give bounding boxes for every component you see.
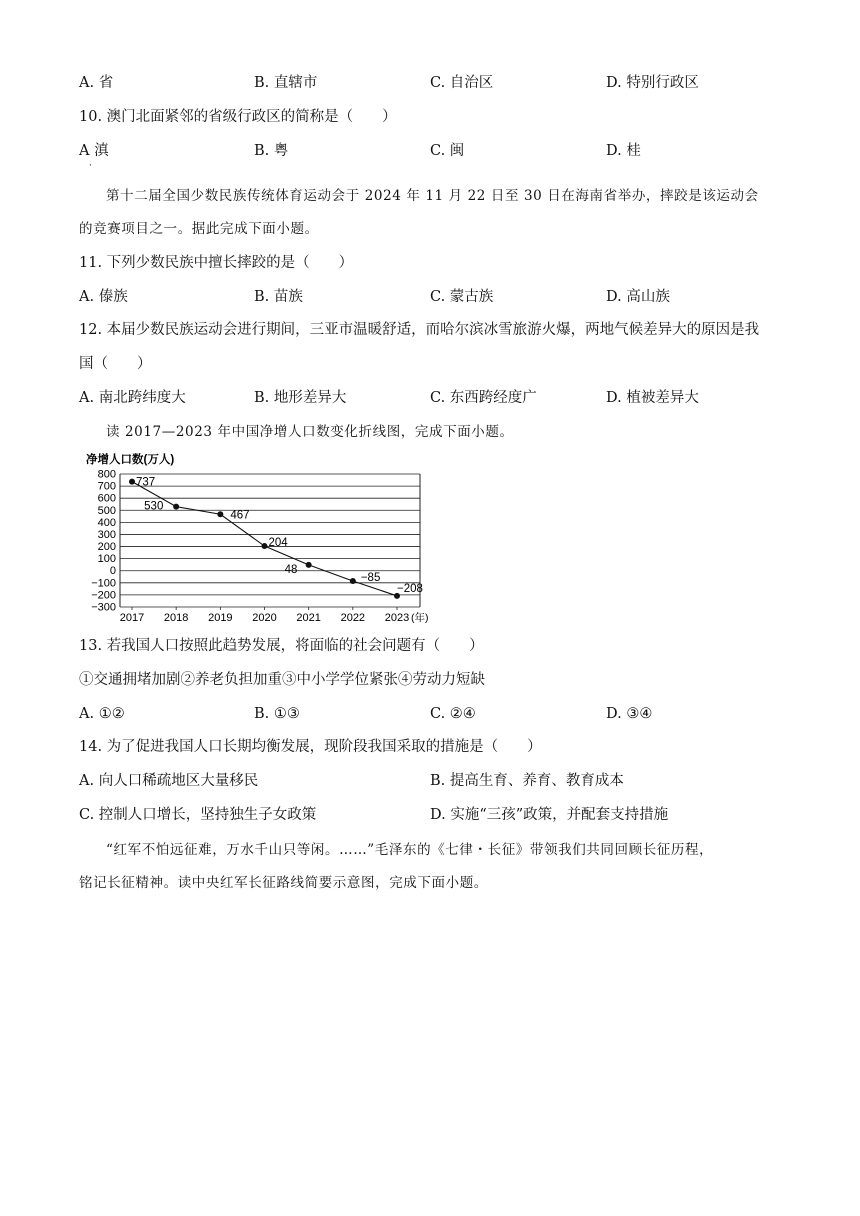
x-tick-label: 2020: [252, 612, 277, 624]
data-label: 530: [144, 500, 164, 513]
data-point: [129, 479, 135, 485]
q10-dot-mark: ·: [89, 161, 92, 171]
q11-option-d: D. 高山族: [606, 289, 670, 305]
y-tick-label: 300: [97, 528, 116, 541]
data-label: 467: [230, 509, 250, 522]
q12-stem-line2: 国（ ）: [79, 356, 152, 372]
x-axis-unit: (年): [411, 612, 429, 624]
passage3-line1: “红军不怕远征难，万水千山只等闲。……”毛泽东的《七律・长征》带领我们共同回顾长征历程，: [106, 842, 714, 858]
q10-option-b: B. 粤: [254, 143, 289, 159]
q9-option-b: B. 直辖市: [254, 75, 318, 91]
y-tick-label: 800: [97, 468, 116, 481]
q13-option-b: B. ①③: [254, 706, 300, 722]
q9-option-c: C. 自治区: [430, 75, 494, 91]
x-tick-label: 2017: [119, 612, 145, 624]
q12-stem-line1: 12. 本届少数民族运动会进行期间，三亚市温暖舒适，而哈尔滨冰雪旅游火爆，两地气候差异大的原因是我: [79, 322, 760, 338]
q14-option-d: D. 实施“三孩”政策，并配套支持措施: [430, 807, 669, 823]
y-tick-label: −100: [91, 577, 116, 590]
chart-y-tick-labels: [91, 469, 116, 614]
y-tick-label: 700: [97, 480, 116, 493]
y-tick-label: 100: [97, 553, 116, 566]
passage1-line2: 的竞赛项目之一。据此完成下面小题。: [79, 221, 319, 237]
data-point: [350, 578, 356, 584]
q13-statements: ①交通拥堵加剧②养老负担加重③中小学学位紧张④劳动力短缺: [79, 672, 485, 688]
x-tick-label: 2018: [163, 612, 189, 624]
q14-option-b: B. 提高生育、养育、教育成本: [430, 773, 624, 789]
passage1-line1: 第十二届全国少数民族传统体育运动会于 2024 年 11 月 22 日至 30 日在海南省举办，摔跤是该运动会: [106, 188, 759, 204]
q14-option-c: C. 控制人口增长，坚持独生子女政策: [79, 807, 317, 823]
chart-title: 净增人口数(万人): [86, 454, 175, 466]
data-point: [306, 562, 312, 568]
series-line: [132, 482, 397, 596]
data-label: −208: [397, 582, 423, 595]
x-tick-label: 2023: [384, 612, 410, 624]
passage3-line2: 铭记长征精神。读中央红军长征路线简要示意图，完成下面小题。: [79, 875, 488, 891]
net-population-line-chart: [82, 450, 442, 628]
x-tick-label: 2022: [340, 612, 366, 624]
chart-data-labels: [136, 477, 423, 595]
data-point: [173, 504, 179, 510]
q11-option-a: A. 傣族: [79, 289, 128, 305]
q13-option-d: D. ③④: [606, 706, 653, 722]
q12-option-d: D. 植被差异大: [606, 390, 699, 406]
y-tick-label: 500: [97, 504, 116, 517]
q11-stem: 11. 下列少数民族中擅长摔跤的是（ ）: [79, 255, 354, 271]
y-tick-label: 0: [109, 565, 116, 578]
q10-option-a: A 滇: [79, 143, 109, 159]
x-tick-label: 2021: [296, 612, 321, 624]
q12-option-a: A. 南北跨纬度大: [79, 390, 186, 406]
chart-x-tick-labels: [120, 607, 409, 624]
y-tick-label: −200: [91, 589, 116, 602]
q11-option-c: C. 蒙古族: [430, 289, 494, 305]
data-label: 204: [268, 537, 288, 550]
q13-option-c: C. ②④: [430, 706, 476, 722]
q9-option-a: A. 省: [79, 75, 114, 91]
q14-stem: 14. 为了促进我国人口长期均衡发展，现阶段我国采取的措施是（ ）: [79, 739, 542, 755]
y-tick-label: 200: [97, 541, 116, 554]
data-label: −85: [360, 572, 381, 585]
passage2: 读 2017—2023 年中国净增人口数变化折线图，完成下面小题。: [106, 424, 514, 440]
q10-option-d: D. 桂: [606, 143, 641, 159]
q10-option-c: C. 闽: [430, 143, 465, 159]
q9-option-d: D. 特别行政区: [606, 75, 699, 91]
q12-option-c: C. 东西跨经度广: [430, 390, 537, 406]
y-tick-label: 400: [97, 516, 116, 529]
data-label: 48: [284, 563, 298, 576]
y-tick-label: 600: [97, 492, 116, 505]
q10-stem: 10. 澳门北面紧邻的省级行政区的简称是（ ）: [79, 109, 397, 125]
q14-option-a: A. 向人口稀疏地区大量移民: [79, 773, 259, 789]
x-tick-label: 2019: [208, 612, 233, 624]
y-tick-label: −300: [91, 601, 116, 614]
chart-data-points: [129, 476, 400, 599]
data-point: [262, 543, 268, 549]
data-point: [217, 511, 223, 517]
q13-stem: 13. 若我国人口按照此趋势发展，将面临的社会问题有（ ）: [79, 638, 484, 654]
data-label: 737: [136, 476, 156, 489]
q12-option-b: B. 地形差异大: [254, 390, 347, 406]
q11-option-b: B. 苗族: [254, 289, 303, 305]
q13-option-a: A. ①②: [79, 706, 125, 722]
